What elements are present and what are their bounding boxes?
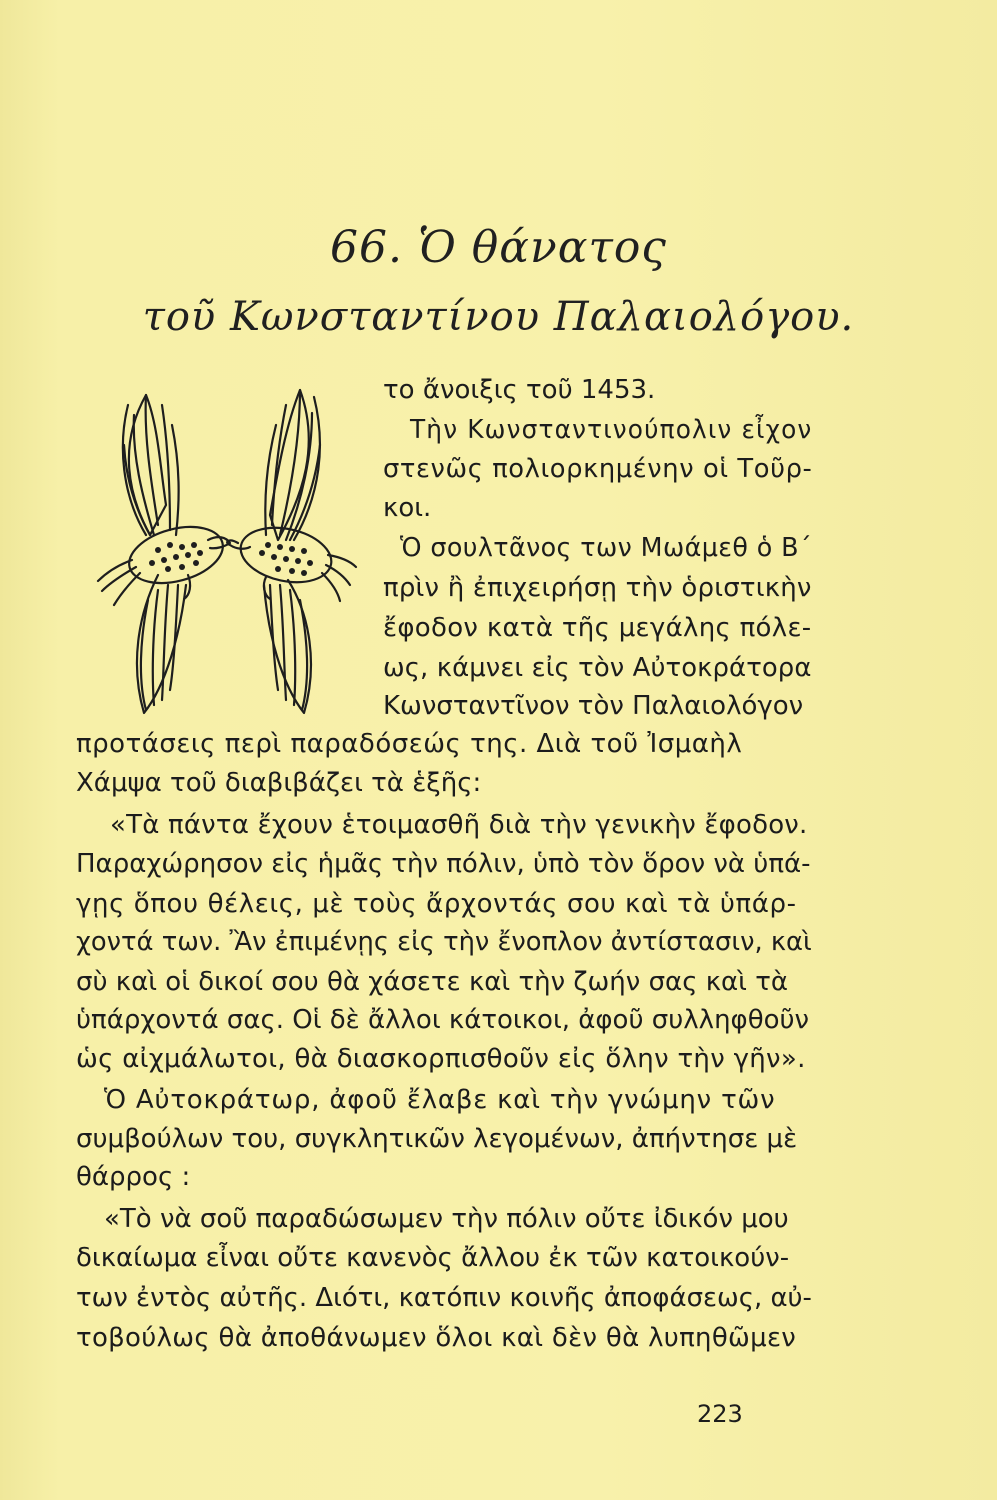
text-line: Ὁ Αὐτοκράτωρ, ἀφοῦ ἔλαβε καὶ τὴν γνώμην τῶν <box>104 1085 776 1115</box>
text-line: «Τὸ νὰ σοῦ παραδώσωμεν τὴν πόλιν οὔτε ἰδικόν μου <box>104 1204 789 1234</box>
text-line: χοντά των. Ἂν ἐπιμένῃς εἰς τὴν ἔνοπλον ἀντίστασιν, καὶ <box>76 927 812 957</box>
double-headed-eagle-icon <box>88 385 360 715</box>
text-line: ως, κάμνει εἰς τὸν Αὐτοκράτορα <box>383 653 812 683</box>
text-line: πρὶν ἢ ἐπιχειρήσῃ τὴν ὁριστικὴν <box>383 573 812 603</box>
chapter-title: 66. Ὁ θάνατος <box>330 222 667 273</box>
text-line: τοβούλως θὰ ἀποθάνωμεν ὅλοι καὶ δὲν θὰ λυπηθῶμεν <box>76 1323 797 1353</box>
text-line: Τὴν Κωνσταντινούπολιν εἶχον <box>410 415 813 445</box>
text-line: συμβούλων του, συγκλητικῶν λεγομένων, ἀπήντησε μὲ <box>76 1124 798 1154</box>
text-line: Χάμψα τοῦ διαβιβάζει τὰ ἑξῆς: <box>76 768 482 798</box>
text-line: ὑπάρχοντά σας. Οἱ δὲ ἄλλοι κάτοικοι, ἀφοῦ συλληφθοῦν <box>76 1005 810 1035</box>
text-line: προτάσεις περὶ παραδόσεώς της. Διὰ τοῦ Ἰσμαὴλ <box>76 729 743 759</box>
text-line: σὺ καὶ οἱ δικοί σου θὰ χάσετε καὶ τὴν ζωήν σας καὶ τὰ <box>76 967 789 997</box>
text-line: Κωνσταντῖνον τὸν Παλαιολόγον <box>383 691 804 721</box>
page-number: 223 <box>697 1400 743 1428</box>
text-line: των ἐντὸς αὐτῆς. Διότι, κατόπιν κοινῆς ἀποφάσεως, αὐ- <box>76 1283 812 1313</box>
text-line: το ἄνοιξις τοῦ 1453. <box>383 375 656 405</box>
text-line: ὡς αἰχμάλωτοι, θὰ διασκορπισθοῦν εἰς ὅλην τὴν γῆν». <box>76 1044 806 1074</box>
text-line: κοι. <box>383 493 432 523</box>
text-line: Παραχώρησον εἰς ἡμᾶς τὴν πόλιν, ὑπὸ τὸν ὅρον νὰ ὑπά- <box>76 849 811 879</box>
text-line: γῃς ὅπου θέλεις, μὲ τοὺς ἄρχοντάς σου καὶ τὰ ὑπάρ- <box>76 889 797 919</box>
text-line: στενῶς πολιορκημένην οἱ Τοῦρ- <box>383 454 813 484</box>
text-line: θάρρος : <box>76 1162 191 1192</box>
text-line: Ὁ σουλτᾶνος των Μωάμεθ ὁ Β΄ <box>400 533 813 563</box>
text-line: ἔφοδον κατὰ τῆς μεγάλης πόλε- <box>383 613 812 643</box>
text-line: «Τὰ πάντα ἔχουν ἑτοιμασθῆ διὰ τὴν γενικὴν ἔφοδον. <box>110 810 808 840</box>
chapter-subtitle: τοῦ Κωνσταντίνου Παλαιολόγου. <box>142 294 855 340</box>
text-line: δικαίωμα εἶναι οὔτε κανενὸς ἄλλου ἐκ τῶν κατοικούν- <box>76 1243 790 1273</box>
